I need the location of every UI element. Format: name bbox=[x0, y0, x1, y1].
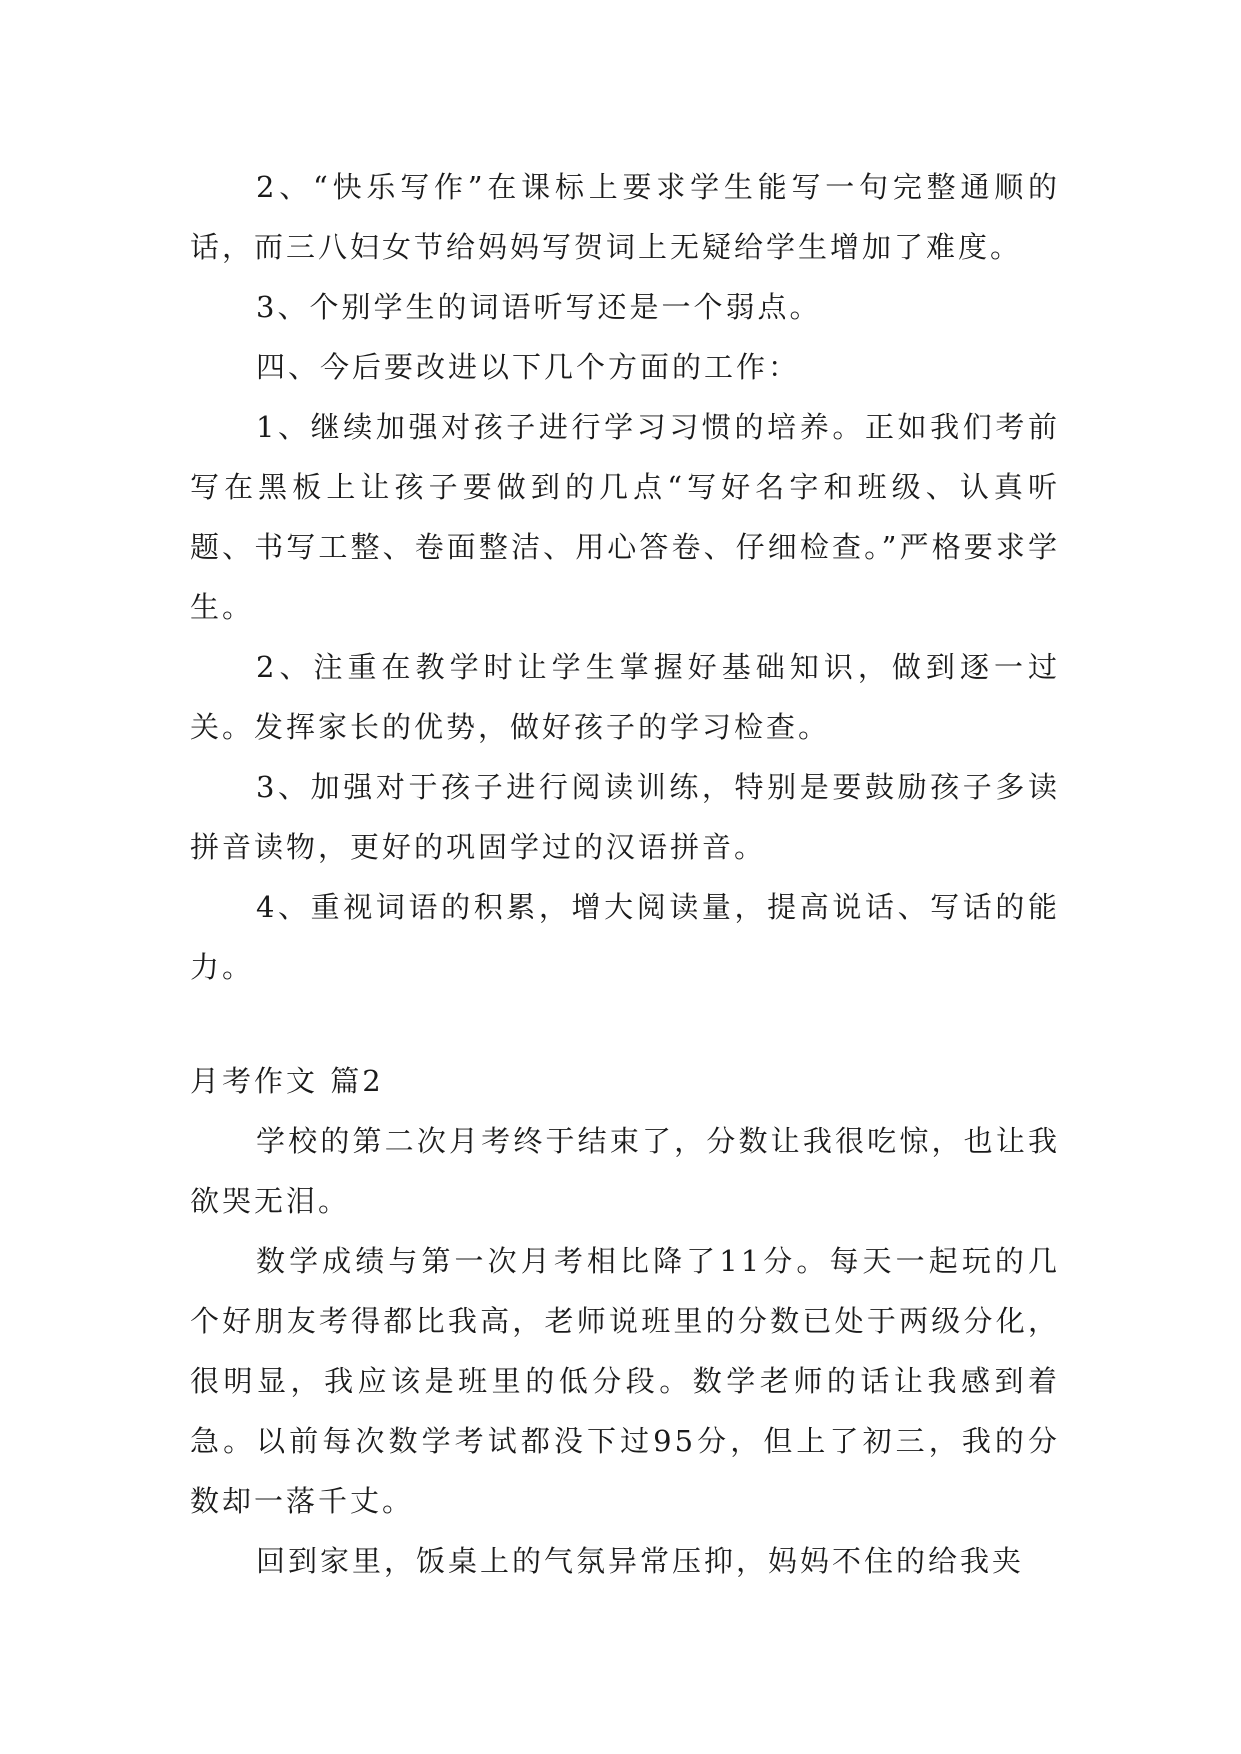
section-heading-four: 四、今后要改进以下几个方面的工作： bbox=[256, 350, 801, 384]
paragraph: 3、个别学生的词语听写还是一个弱点。 bbox=[256, 290, 822, 324]
paragraph: 4、重视词语的积累，增大阅读量，提高说话、写话的能力。 bbox=[190, 890, 1060, 984]
paragraph: 数学成绩与第一次月考相比降了11分。每天一起玩的几个好朋友考得都比我高，老师说班里的分数已处于两级分化，很明显，我应该是班里的低分段。数学老师的话让我感到着急。以前每次数学考试都没下过95分，但上了初三，我的分数却一落千丈。 bbox=[190, 1244, 1060, 1518]
paragraph: 2、“快乐写作”在课标上要求学生能写一句完整通顺的话，而三八妇女节给妈妈写贺词上无疑给学生增加了难度。 bbox=[190, 170, 1060, 264]
paragraph: 3、加强对于孩子进行阅读训练，特别是要鼓励孩子多读拼音读物，更好的巩固学过的汉语拼音。 bbox=[190, 770, 1060, 864]
paragraph: 回到家里，饭桌上的气氛异常压抑，妈妈不住的给我夹 bbox=[256, 1544, 1025, 1578]
article-title: 月考作文 篇2 bbox=[190, 1064, 384, 1098]
paragraph: 1、继续加强对孩子进行学习习惯的培养。正如我们考前写在黑板上让孩子要做到的几点“写好名字和班级、认真听题、书写工整、卷面整洁、用心答卷、仔细检查。”严格要求学生。 bbox=[190, 410, 1060, 624]
paragraph: 学校的第二次月考终于结束了，分数让我很吃惊，也让我欲哭无泪。 bbox=[190, 1124, 1060, 1218]
document-body bbox=[190, 157, 1060, 1591]
paragraph: 2、注重在教学时让学生掌握好基础知识，做到逐一过关。发挥家长的优势，做好孩子的学习检查。 bbox=[190, 650, 1060, 744]
